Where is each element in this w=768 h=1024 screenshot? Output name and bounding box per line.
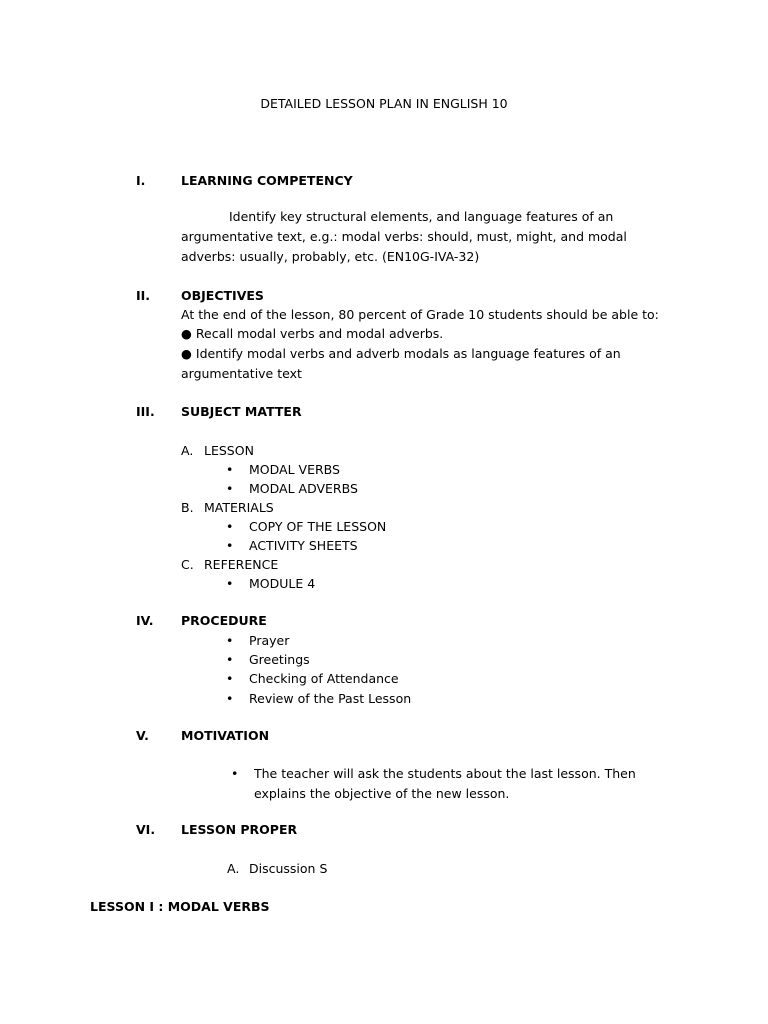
competency-paragraph [181,207,651,267]
subsection-label-materials: MATERIALS [204,500,274,515]
motivation-line: explains the objective of the new lesson. [254,786,510,801]
subsection-label-reference: REFERENCE [204,557,279,572]
section-heading-lesson-proper: LESSON PROPER [181,822,298,837]
list-item: MODAL VERBS [249,462,340,477]
section-number-5: V. [136,728,149,743]
list-item: ACTIVITY SHEETS [249,538,358,553]
subsection-label-discussion: Discussion S [249,861,328,876]
competency-text: Identify key structural elements, and language features of an argumentative text, e.g.: modal verbs: should, must, might, and modal adverbs: usually, probably, etc. (EN10G-IVA-32) [181,209,627,264]
list-item: MODAL ADVERBS [249,481,358,496]
objectives-intro: At the end of the lesson, 80 percent of Grade 10 students should be able to: [181,307,659,322]
lesson-heading: LESSON I : MODAL VERBS [90,899,270,914]
subsection-letter: A. [227,861,240,876]
subsection-label-lesson: LESSON [204,443,254,458]
list-item: Prayer [249,633,290,648]
bullet-icon: • [226,652,234,667]
section-heading-competency: LEARNING COMPETENCY [181,173,353,188]
document-title: DETAILED LESSON PLAN IN ENGLISH 10 [260,96,508,111]
section-heading-subject-matter: SUBJECT MATTER [181,404,302,419]
section-heading-objectives: OBJECTIVES [181,288,264,303]
section-number-1: I. [136,173,146,188]
objective-item-continued: argumentative text [181,366,302,381]
bullet-icon: • [226,538,234,553]
list-item: COPY OF THE LESSON [249,519,387,534]
section-number-4: IV. [136,613,154,628]
list-item: Checking of Attendance [249,671,399,686]
bullet-icon: • [226,671,234,686]
subsection-letter: C. [181,557,194,572]
bullet-icon: • [226,633,234,648]
bullet-icon: • [226,691,234,706]
section-number-2: II. [136,288,151,303]
bullet-icon: • [226,462,234,477]
list-item: Greetings [249,652,310,667]
list-item: MODULE 4 [249,576,316,591]
section-number-3: III. [136,404,155,419]
section-heading-motivation: MOTIVATION [181,728,270,743]
bullet-icon: • [231,766,239,781]
bullet-icon: • [226,481,234,496]
objective-item: ● Recall modal verbs and modal adverbs. [181,326,444,341]
motivation-line: The teacher will ask the students about the last lesson. Then [254,766,636,781]
section-heading-procedure: PROCEDURE [181,613,267,628]
section-number-6: VI. [136,822,156,837]
objective-item: ● Identify modal verbs and adverb modals as language features of an [181,346,621,361]
bullet-icon: • [226,519,234,534]
list-item: Review of the Past Lesson [249,691,412,706]
subsection-letter: A. [181,443,194,458]
subsection-letter: B. [181,500,194,515]
bullet-icon: • [226,576,234,591]
